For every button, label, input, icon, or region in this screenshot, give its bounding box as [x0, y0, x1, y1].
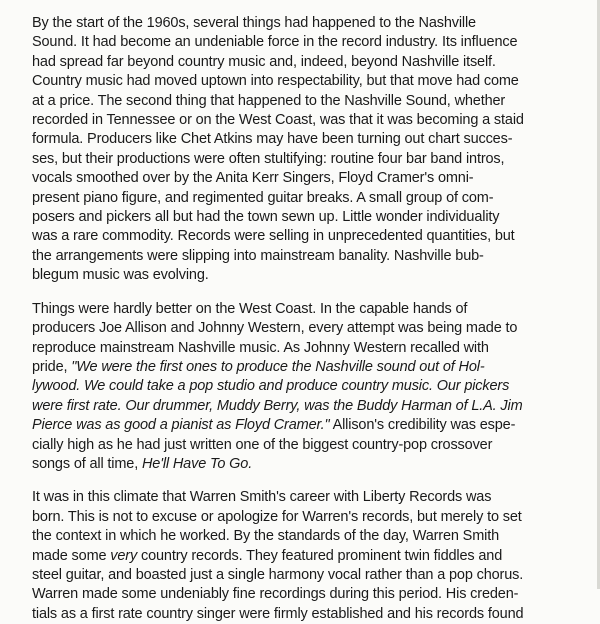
text-line — [32, 130, 584, 149]
text-line — [32, 92, 584, 111]
italic-text: Pierce was as good a pianist as Floyd Cramer." — [32, 417, 330, 434]
text-segment: tials as a first rate country singer were firmly established and his records found — [32, 605, 524, 622]
text-line — [32, 566, 584, 585]
text-segment: formula. Producers like Chet Atkins may have been turning out chart succes- — [32, 131, 513, 148]
paragraph-2 — [32, 300, 584, 475]
text-line — [32, 53, 584, 72]
body-text — [32, 14, 584, 624]
text-segment: songs of all time, — [32, 455, 142, 472]
text-segment: recorded in Tennessee or on the West Coast, was that it was becoming a staid — [32, 112, 524, 129]
text-segment: at a price. The second thing that happened to the Nashville Sound, whether — [32, 92, 506, 109]
text-line — [32, 416, 584, 435]
text-segment: pride, — [32, 358, 72, 375]
text-line — [32, 377, 584, 396]
text-line — [32, 150, 584, 169]
text-segment: It was in this climate that Warren Smith's career with Liberty Records was — [32, 489, 492, 506]
text-segment: was a rare commodity. Records were selling in unprecedented quantities, but — [32, 228, 515, 245]
text-segment: reproduce mainstream Nashville music. As Johnny Western recalled with — [32, 339, 489, 356]
text-segment: producers Joe Allison and Johnny Western, every attempt was being made to — [32, 320, 518, 337]
text-segment: Warren made some undeniably fine recordings during this period. His creden- — [32, 586, 519, 603]
paragraph-3 — [32, 488, 584, 624]
text-segment: born. This is not to excuse or apologize for Warren's records, but merely to set — [32, 508, 522, 525]
text-line — [32, 436, 584, 455]
text-segment: the arrangements were slipping into mainstream banality. Nashville bub- — [32, 247, 484, 264]
text-segment: ses, but their productions were often stultifying: routine four bar band intros, — [32, 150, 505, 167]
text-segment: made some — [32, 547, 111, 564]
text-segment: Allison's credibility was espe- — [329, 417, 516, 434]
italic-text: were first rate. Our drummer, Muddy Berry, was the Buddy Harman of L.A. Jim — [32, 397, 523, 414]
italic-text: He'll Have To Go. — [141, 455, 253, 472]
text-line — [32, 169, 584, 188]
text-line — [32, 605, 584, 624]
text-segment: country records. They featured prominent twin fiddles and — [137, 547, 503, 564]
text-line — [32, 72, 584, 91]
italic-text: "We were the first ones to produce the Nashville sound out of Hol- — [71, 358, 485, 375]
text-segment: steel guitar, and boasted just a single harmony vocal rather than a pop chorus. — [32, 566, 524, 583]
text-line — [32, 33, 584, 52]
text-line — [32, 227, 584, 246]
text-line — [32, 358, 584, 377]
text-segment: By the start of the 1960s, several things had happened to the Nashville — [32, 15, 476, 31]
text-line — [32, 319, 584, 338]
italic-text: lywood. We could take a pop studio and produce country music. Our pickers — [32, 378, 510, 395]
text-line — [32, 585, 584, 604]
text-line — [32, 266, 584, 285]
text-line — [32, 300, 584, 319]
text-line — [32, 111, 584, 130]
text-line — [32, 397, 584, 416]
text-segment: Country music had moved uptown into respectability, but that move had come — [32, 73, 519, 90]
text-line — [32, 247, 584, 266]
text-line — [32, 508, 584, 527]
text-segment: present piano figure, and regimented guitar breaks. A small group of com- — [32, 189, 494, 206]
text-segment: cially high as he had just written one of the biggest country-pop crossover — [32, 436, 493, 453]
text-segment: vocals smoothed over by the Anita Kerr Singers, Floyd Cramer's omni- — [32, 170, 474, 187]
paragraph-1 — [32, 14, 584, 286]
text-line — [32, 339, 584, 358]
italic-text: very — [110, 547, 138, 564]
text-segment: blegum music was evolving. — [32, 267, 209, 284]
text-line — [32, 488, 584, 507]
text-line — [32, 547, 584, 566]
text-segment: the context in which he worked. By the standards of the day, Warren Smith — [32, 528, 499, 545]
text-line — [32, 14, 584, 33]
text-line — [32, 189, 584, 208]
text-segment: Things were hardly better on the West Coast. In the capable hands of — [32, 300, 468, 317]
text-line — [32, 527, 584, 546]
text-segment: had spread far beyond country music and, indeed, beyond Nashville itself. — [32, 53, 496, 70]
text-line — [32, 208, 584, 227]
text-segment: posers and pickers all but had the town sewn up. Little wonder individuality — [32, 209, 500, 226]
text-line — [32, 455, 584, 474]
text-segment: Sound. It had become an undeniable force in the record industry. Its influence — [32, 34, 518, 51]
